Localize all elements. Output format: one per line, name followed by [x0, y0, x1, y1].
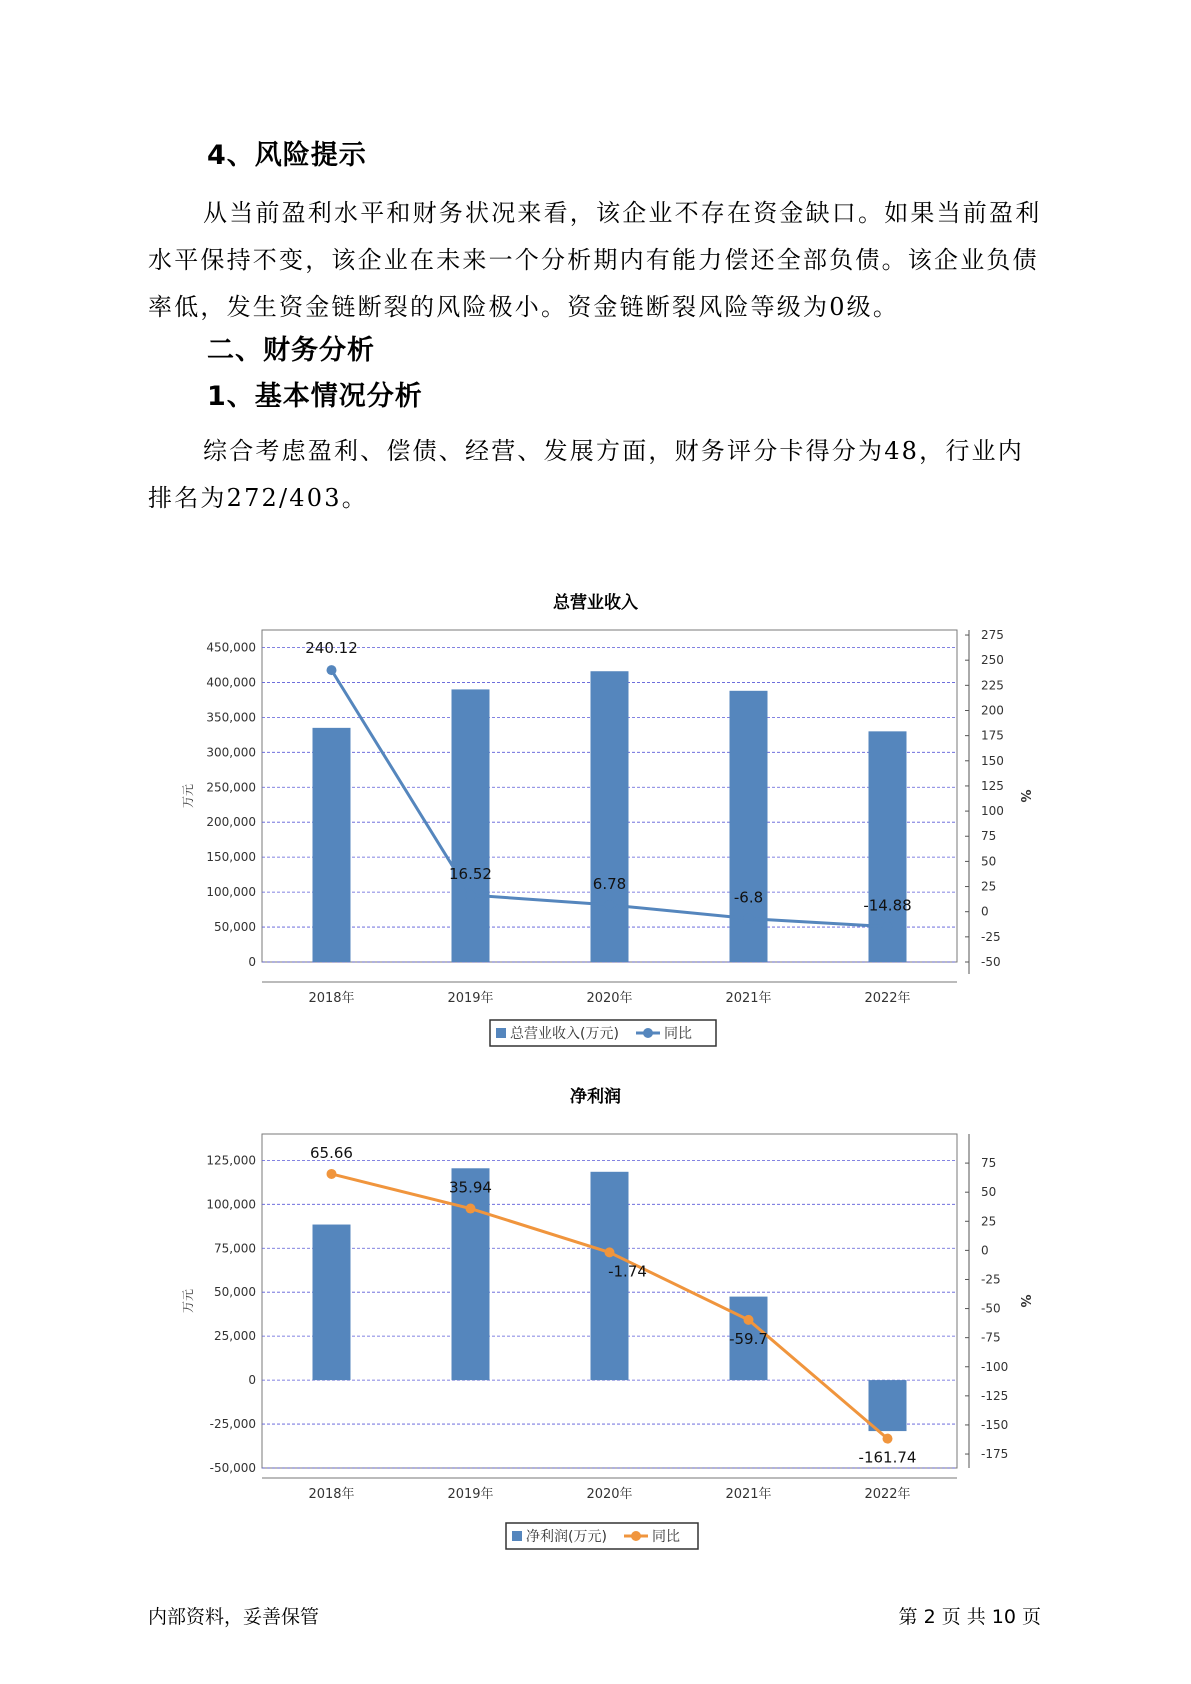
y-tick-label: 200,000	[206, 815, 256, 830]
yoy-point	[883, 1434, 893, 1444]
y-axis-title: 万元	[181, 783, 195, 809]
y-tick-label: -25,000	[209, 1417, 256, 1432]
y-tick-label: 100,000	[206, 1197, 256, 1212]
section-heading-financial-analysis: 二、财务分析	[207, 335, 375, 366]
legend-line-label: 同比	[652, 1529, 680, 1545]
yoy-point	[327, 1169, 337, 1179]
y-tick-label: 125,000	[206, 1153, 256, 1168]
y2-tick-label: 75	[981, 1156, 997, 1171]
legend-bar-swatch	[512, 1531, 522, 1541]
x-tick-label: 2018年	[308, 991, 355, 1006]
y2-tick-label: -25	[981, 1272, 1001, 1287]
y-tick-label: 300,000	[206, 745, 256, 760]
data-label: 240.12	[305, 639, 358, 658]
y2-tick-label: 200	[981, 703, 1004, 718]
data-label: 65.66	[310, 1143, 353, 1162]
footer-confidential: 内部资料，妥善保管	[148, 1606, 320, 1628]
y-tick-label: 25,000	[214, 1329, 256, 1344]
y-tick-label: 0	[248, 955, 256, 969]
y2-tick-label: 0	[981, 904, 989, 919]
y-tick-label: 75,000	[214, 1241, 256, 1256]
data-label: -14.88	[863, 896, 912, 915]
data-label: 6.78	[592, 874, 627, 893]
y2-tick-label: 225	[981, 678, 1004, 693]
y2-tick-label: -25	[981, 929, 1001, 944]
y-tick-label: 50,000	[214, 920, 256, 935]
x-tick-label: 2022年	[864, 991, 911, 1006]
y2-axis-title: %	[1017, 789, 1032, 803]
y2-tick-label: -150	[981, 1417, 1009, 1432]
y2-tick-label: -175	[981, 1447, 1009, 1462]
y-tick-label: 50,000	[214, 1285, 256, 1300]
legend-bar-label: 总营业收入(万元)	[510, 1026, 619, 1042]
data-label: -59.7	[729, 1329, 768, 1348]
bar-2018年	[313, 1225, 351, 1381]
y-tick-label: 350,000	[206, 710, 256, 725]
data-label: -161.74	[858, 1448, 917, 1467]
y2-tick-label: -125	[981, 1388, 1009, 1403]
bar-2022年	[869, 1380, 907, 1431]
x-tick-label: 2020年	[586, 991, 633, 1006]
y-tick-label: 0	[248, 1373, 256, 1388]
y-tick-label: -50,000	[209, 1461, 256, 1475]
y2-tick-label: 50	[981, 1185, 997, 1200]
y2-tick-label: 75	[981, 829, 997, 844]
x-tick-label: 2021年	[725, 1487, 772, 1502]
y2-tick-label: 100	[981, 804, 1004, 819]
y-axis-title: 万元	[181, 1288, 195, 1314]
yoy-point	[605, 1247, 615, 1257]
section-heading-risk: 4、风险提示	[207, 140, 367, 171]
data-label: -1.74	[608, 1262, 647, 1281]
yoy-point	[744, 1315, 754, 1325]
x-tick-label: 2020年	[586, 1487, 633, 1502]
y2-tick-label: -50	[981, 1301, 1001, 1316]
chart-title-net-profit: 净利润	[570, 1087, 621, 1107]
x-tick-label: 2019年	[447, 991, 494, 1006]
y2-tick-label: 275	[981, 628, 1004, 643]
x-tick-label: 2019年	[447, 1487, 494, 1502]
footer-page-number: 第 2 页 共 10 页	[898, 1606, 1041, 1628]
y-tick-label: 450,000	[206, 640, 256, 655]
y2-tick-label: 250	[981, 653, 1004, 668]
y2-tick-label: 175	[981, 728, 1004, 743]
y2-tick-label: 150	[981, 753, 1004, 768]
bar-2019年	[452, 1168, 490, 1380]
y-tick-label: 400,000	[206, 675, 256, 690]
x-tick-label: 2022年	[864, 1487, 911, 1502]
yoy-point	[466, 1204, 476, 1214]
data-label: 16.52	[449, 865, 492, 884]
y2-tick-label: 125	[981, 778, 1004, 793]
legend-line-marker	[631, 1531, 641, 1541]
chart-title-revenue: 总营业收入	[553, 593, 638, 613]
y2-tick-label: -100	[981, 1359, 1009, 1374]
y2-tick-label: 25	[981, 1214, 997, 1229]
section-heading-basic-analysis: 1、基本情况分析	[207, 381, 423, 412]
y2-tick-label: 25	[981, 879, 997, 894]
y2-axis-title: %	[1017, 1294, 1032, 1308]
y2-tick-label: -50	[981, 955, 1001, 969]
y2-tick-label: -75	[981, 1330, 1001, 1345]
x-tick-label: 2021年	[725, 991, 772, 1006]
y2-tick-label: 50	[981, 854, 997, 869]
y-tick-label: 250,000	[206, 780, 256, 795]
paragraph-risk-text: 从当前盈利水平和财务状况来看，该企业不存在资金缺口。如果当前盈利水平保持不变，该企业在未来一个分析期内有能力偿还全部负债。该企业负债率低，发生资金链断裂的风险极小。资金链断裂风险等级为0级。	[148, 199, 1042, 321]
legend-line-label: 同比	[664, 1026, 692, 1042]
data-label: -6.8	[733, 888, 764, 907]
x-tick-label: 2018年	[308, 1487, 355, 1502]
legend-bar-label: 净利润(万元)	[526, 1529, 607, 1545]
data-label: 35.94	[449, 1178, 492, 1197]
y-tick-label: 150,000	[206, 850, 256, 865]
y-tick-label: 100,000	[206, 885, 256, 900]
paragraph-score-text: 综合考虑盈利、偿债、经营、发展方面，财务评分卡得分为48，行业内排名为272/403。	[148, 437, 1024, 512]
y2-tick-label: 0	[981, 1243, 989, 1258]
